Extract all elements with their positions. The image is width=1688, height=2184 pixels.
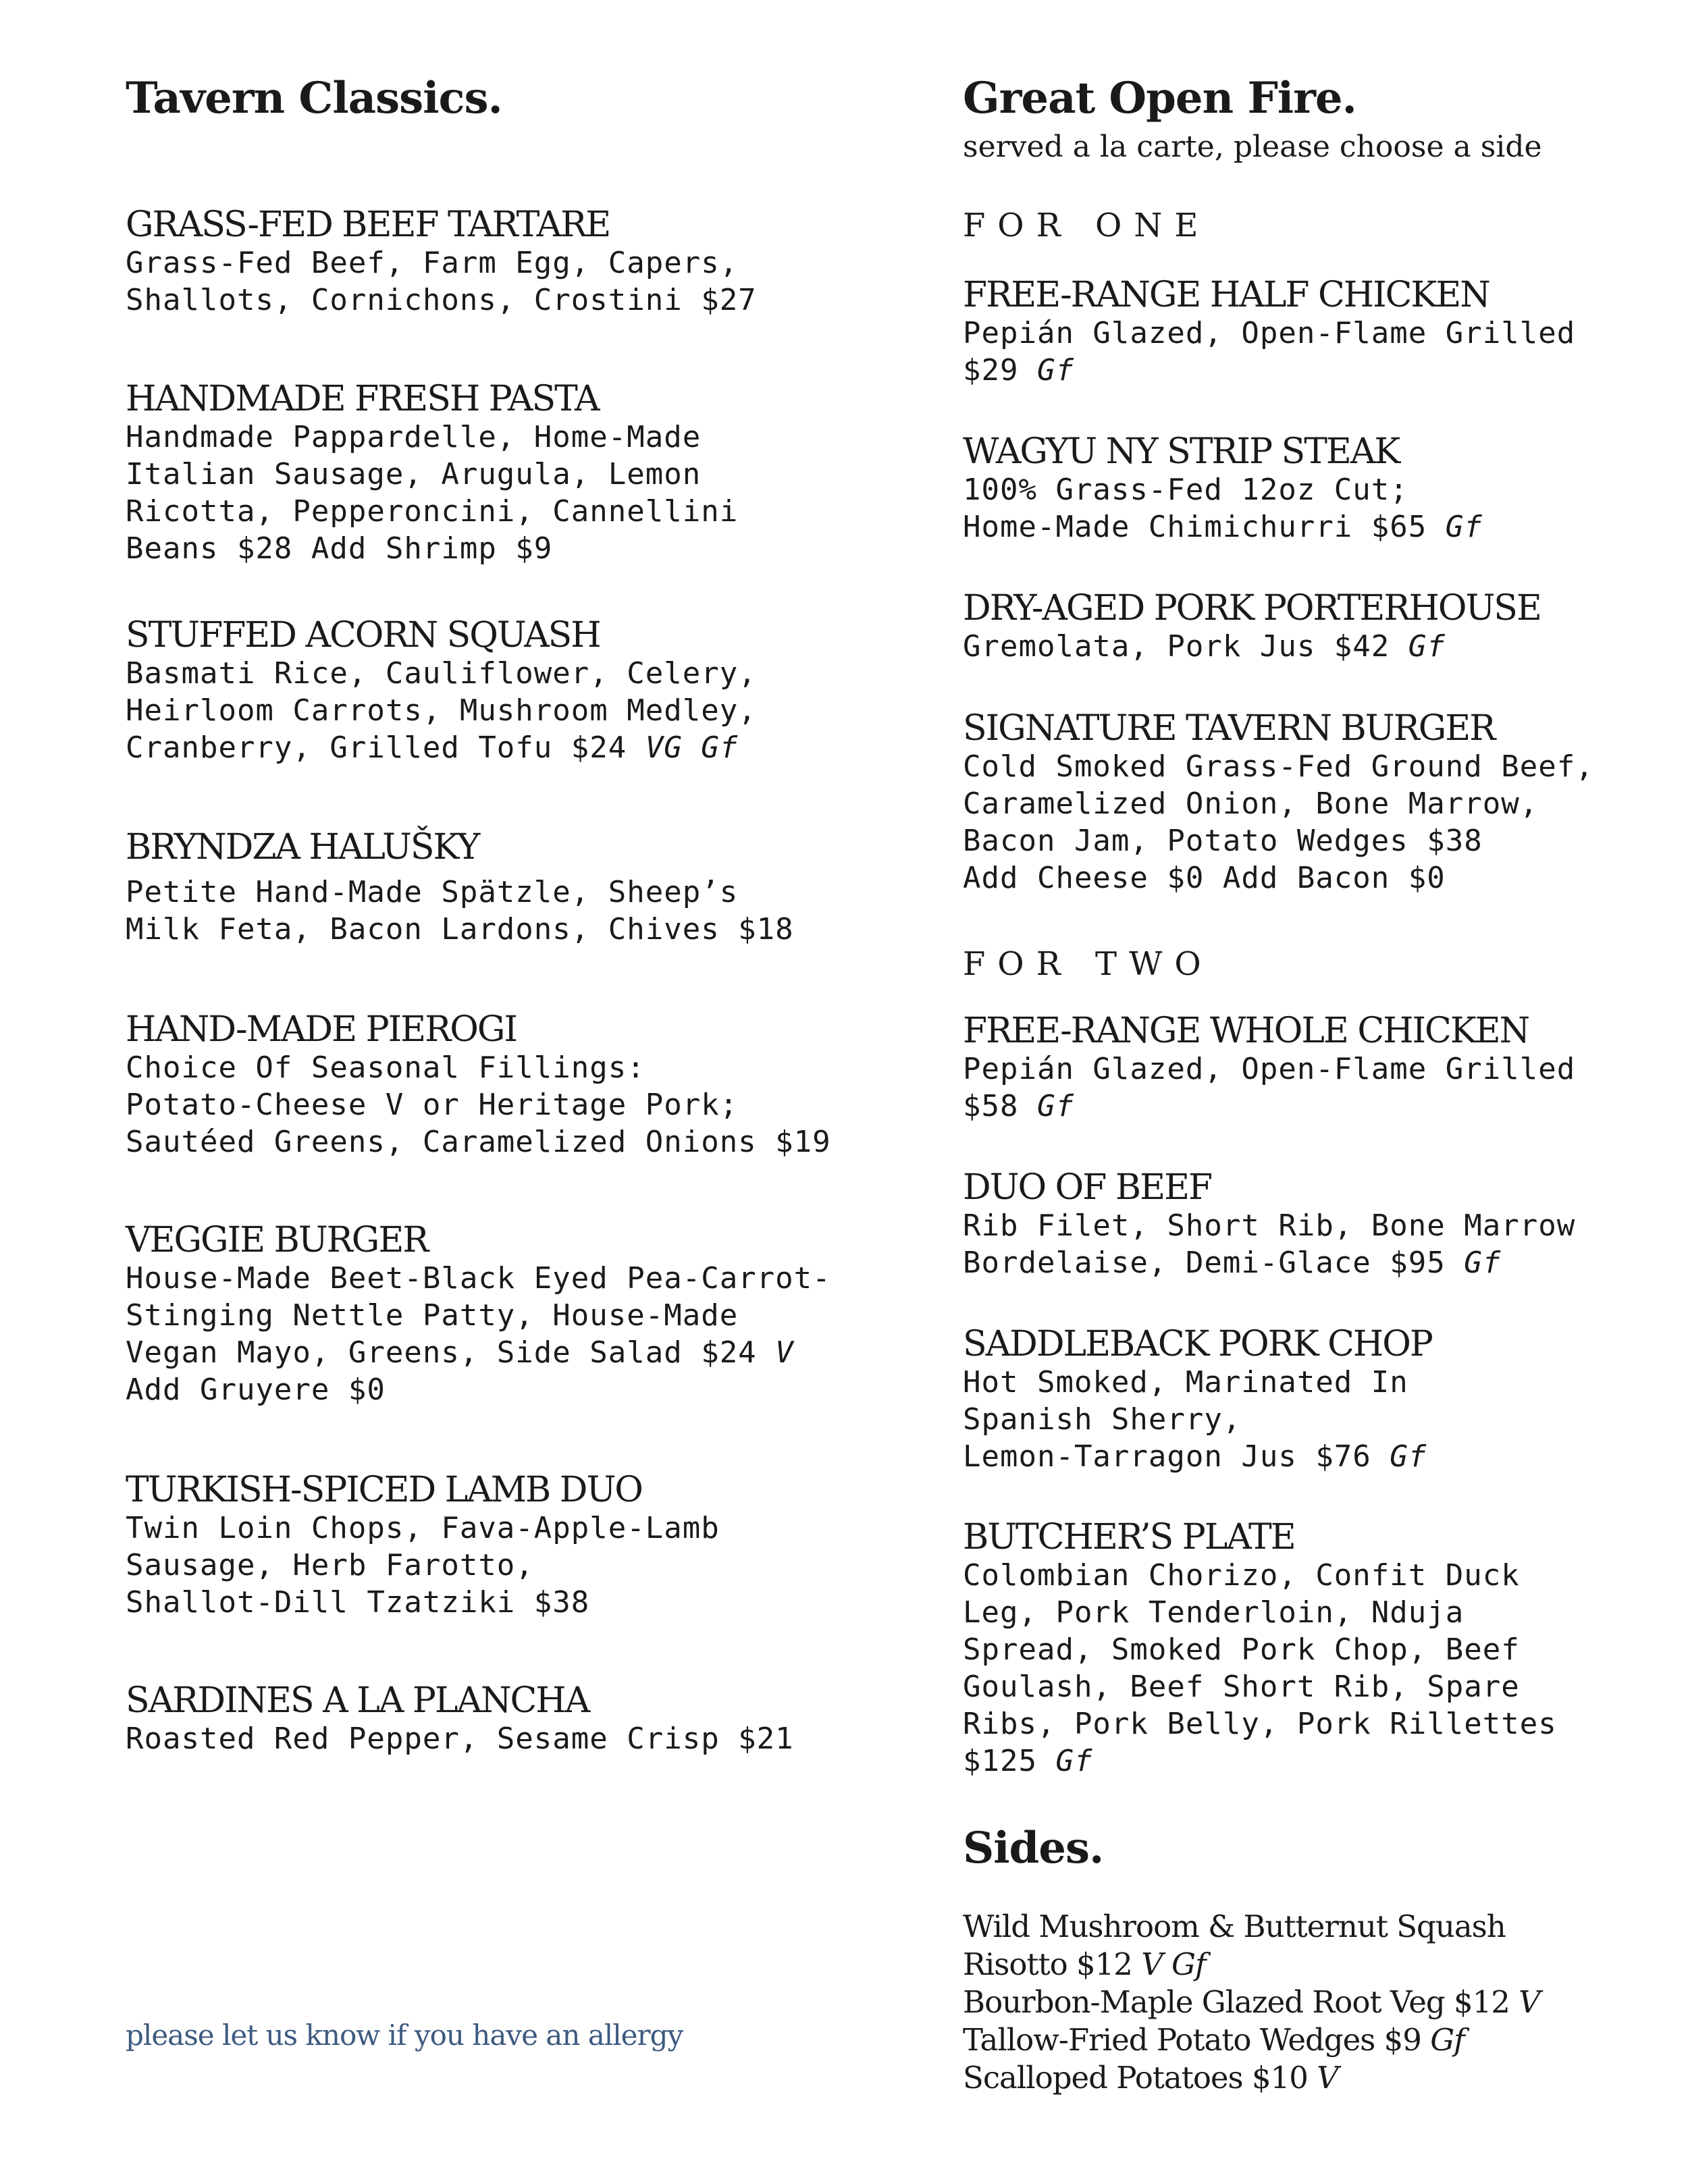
menu-item — [126, 205, 757, 319]
desc-line: Cranberry, Grilled Tofu $24 — [126, 730, 627, 765]
item-description — [963, 315, 1575, 389]
item-description — [963, 1050, 1575, 1125]
item-description — [963, 1364, 1432, 1475]
item-name: HAND-MADE PIEROGI — [126, 1009, 517, 1050]
desc-line: $29 — [963, 353, 1019, 388]
item-description — [126, 655, 757, 766]
section-subtitle: served a la carte, please choose a side — [963, 130, 1542, 164]
desc-line: Bacon Jam, Potato Wedges $38 — [963, 824, 1483, 858]
item-name: GRASS-FED BEEF TARTARE — [126, 205, 610, 245]
menu-item — [963, 432, 1483, 545]
desc-line: $125 — [963, 1744, 1037, 1778]
desc-line: Potato-Cheese V or Heritage Pork; — [126, 1088, 739, 1122]
side-item — [963, 1946, 1540, 1983]
tavern-classics-title: Tavern Classics. — [126, 73, 502, 124]
item-description — [126, 1720, 794, 1757]
side-name: Bourbon-Maple Glazed Root Veg $12 — [963, 1984, 1510, 2020]
dietary-tag: Gf — [1464, 1246, 1502, 1280]
desc-line: Sautéed Greens, Caramelized Onions $19 — [126, 1125, 831, 1159]
menu-item — [963, 709, 1594, 897]
side-name: Wild Mushroom & Butternut Squash — [963, 1909, 1506, 1944]
desc-line: Pepián Glazed, Open-Flame Grilled — [963, 1052, 1576, 1086]
dietary-tag: Gf — [1036, 1089, 1074, 1123]
dietary-tag: Gf — [1445, 510, 1483, 544]
item-name: SADDLEBACK PORK CHOP — [963, 1324, 1432, 1364]
desc-line: Choice Of Seasonal Fillings: — [126, 1050, 645, 1085]
desc-line: Grass-Fed Beef, Farm Egg, Capers, — [126, 246, 739, 280]
menu-item — [963, 1168, 1575, 1281]
item-description — [126, 1510, 720, 1621]
desc-line: House-Made Beet-Black Eyed Pea-Carrot- — [126, 1261, 831, 1296]
menu-item — [126, 1010, 831, 1161]
dietary-tag: Gf — [1055, 1744, 1093, 1778]
desc-line: Italian Sausage, Arugula, Lemon — [126, 457, 702, 491]
desc-line: Colombian Chorizo, Confit Duck — [963, 1558, 1520, 1593]
desc-line: Caramelized Onion, Bone Marrow, — [963, 787, 1539, 821]
dietary-tag: V — [775, 1335, 794, 1370]
item-description — [963, 1207, 1575, 1281]
dietary-tag: Gf — [1408, 629, 1446, 664]
desc-line: Ribs, Pork Belly, Pork Rillettes — [963, 1707, 1557, 1741]
desc-line: Ricotta, Pepperoncini, Cannellini — [126, 494, 739, 529]
menu-item — [126, 1681, 794, 1757]
desc-line: Basmati Rice, Cauliflower, Celery, — [126, 656, 757, 691]
item-name: SIGNATURE TAVERN BURGER — [963, 708, 1495, 749]
desc-line: Beans $28 Add Shrimp $9 — [126, 531, 553, 566]
desc-line: Stinging Nettle Patty, House-Made — [126, 1298, 739, 1333]
desc-line: Petite Hand-Made Spätzle, Sheep’s — [126, 875, 739, 909]
item-name: BUTCHER’S PLATE — [963, 1517, 1295, 1557]
for-two-label: FOR TWO — [963, 945, 1213, 983]
desc-line: Handmade Pappardelle, Home-Made — [126, 420, 702, 454]
item-name: DRY-AGED PORK PORTERHOUSE — [963, 588, 1541, 629]
item-name: WAGYU NY STRIP STEAK — [963, 431, 1400, 472]
side-name: Scalloped Potatoes $10 — [963, 2060, 1308, 2096]
item-name: HANDMADE FRESH PASTA — [126, 379, 599, 419]
desc-line: Cold Smoked Grass-Fed Ground Beef, — [963, 749, 1594, 784]
menu-item — [963, 1011, 1575, 1125]
desc-line: $58 — [963, 1089, 1019, 1123]
menu-item — [126, 1470, 720, 1621]
item-name: FREE-RANGE WHOLE CHICKEN — [963, 1011, 1529, 1051]
item-description — [126, 874, 794, 948]
desc-line: Milk Feta, Bacon Lardons, Chives $18 — [126, 912, 794, 947]
dietary-tag: Gf — [1036, 353, 1074, 388]
item-name: STUFFED ACORN SQUASH — [126, 615, 600, 656]
desc-line: Leg, Pork Tenderloin, Nduja — [963, 1595, 1465, 1630]
dietary-tag: V — [1519, 1984, 1540, 2020]
item-name: BRYNDZA HALUŠKY — [126, 827, 479, 868]
desc-line: Gremolata, Pork Jus $42 — [963, 629, 1390, 664]
menu-item — [963, 1325, 1432, 1475]
desc-line: Bordelaise, Demi-Glace $95 — [963, 1246, 1446, 1280]
item-name: FREE-RANGE HALF CHICKEN — [963, 275, 1489, 315]
item-description — [126, 1049, 831, 1161]
desc-line: Roasted Red Pepper, Sesame Crisp $21 — [126, 1722, 794, 1756]
desc-line: Sausage, Herb Farotto, — [126, 1548, 534, 1582]
item-name: DUO OF BEEF — [963, 1167, 1212, 1208]
dietary-tag: V — [1317, 2060, 1338, 2096]
desc-line: Home-Made Chimichurri $65 — [963, 510, 1427, 544]
item-description — [963, 471, 1483, 545]
item-description — [126, 1260, 831, 1408]
desc-line: Shallot-Dill Tzatziki $38 — [126, 1585, 590, 1620]
side-item — [963, 1908, 1540, 1946]
side-name: Tallow-Fried Potato Wedges $9 — [963, 2022, 1421, 2058]
item-description — [963, 1557, 1557, 1780]
menu-item — [126, 616, 757, 766]
great-open-fire-title: Great Open Fire. — [963, 73, 1356, 124]
sides-title: Sides. — [963, 1823, 1104, 1873]
for-one-label: FOR ONE — [963, 207, 1211, 244]
side-item — [963, 1983, 1540, 2021]
dietary-tag: V Gf — [1141, 1946, 1206, 1982]
dietary-tag: Gf — [1390, 1439, 1427, 1474]
menu-item — [126, 379, 738, 567]
desc-line: Lemon-Tarragon Jus $76 — [963, 1439, 1371, 1474]
menu-item — [963, 1518, 1557, 1780]
desc-line: Spanish Sherry, — [963, 1402, 1242, 1437]
desc-line: Heirloom Carrots, Mushroom Medley, — [126, 693, 757, 728]
side-item — [963, 2021, 1540, 2059]
sides-list — [963, 1908, 1540, 2097]
desc-line: Add Gruyere $0 — [126, 1373, 386, 1407]
side-name: Risotto $12 — [963, 1946, 1132, 1982]
side-item — [963, 2059, 1540, 2097]
item-description — [963, 628, 1541, 665]
item-name: VEGGIE BURGER — [126, 1220, 428, 1260]
desc-line: Vegan Mayo, Greens, Side Salad $24 — [126, 1335, 757, 1370]
menu-item — [963, 589, 1541, 665]
desc-line: Spread, Smoked Pork Chop, Beef — [963, 1632, 1520, 1667]
item-description — [963, 748, 1594, 897]
dietary-tag: Gf — [1430, 2022, 1465, 2058]
allergy-note: please let us know if you have an allergy — [126, 2019, 683, 2052]
item-name: TURKISH-SPICED LAMB DUO — [126, 1470, 642, 1510]
desc-line: Rib Filet, Short Rib, Bone Marrow — [963, 1208, 1576, 1243]
item-name: SARDINES A LA PLANCHA — [126, 1680, 589, 1721]
desc-line: Pepián Glazed, Open-Flame Grilled — [963, 316, 1576, 350]
desc-line: 100% Grass-Fed 12oz Cut; — [963, 473, 1408, 507]
item-description — [126, 419, 738, 567]
desc-line: Add Cheese $0 Add Bacon $0 — [963, 861, 1446, 895]
menu-item — [126, 1221, 831, 1408]
desc-line: Twin Loin Chops, Fava-Apple-Lamb — [126, 1511, 720, 1545]
menu-item — [963, 275, 1575, 389]
menu-item — [126, 828, 794, 948]
item-description — [126, 244, 757, 319]
desc-line: Hot Smoked, Marinated In — [963, 1365, 1408, 1400]
dietary-tag: VG Gf — [645, 730, 739, 765]
desc-line: Goulash, Beef Short Rib, Spare — [963, 1670, 1520, 1704]
desc-line: Shallots, Cornichons, Crostini $27 — [126, 283, 757, 317]
